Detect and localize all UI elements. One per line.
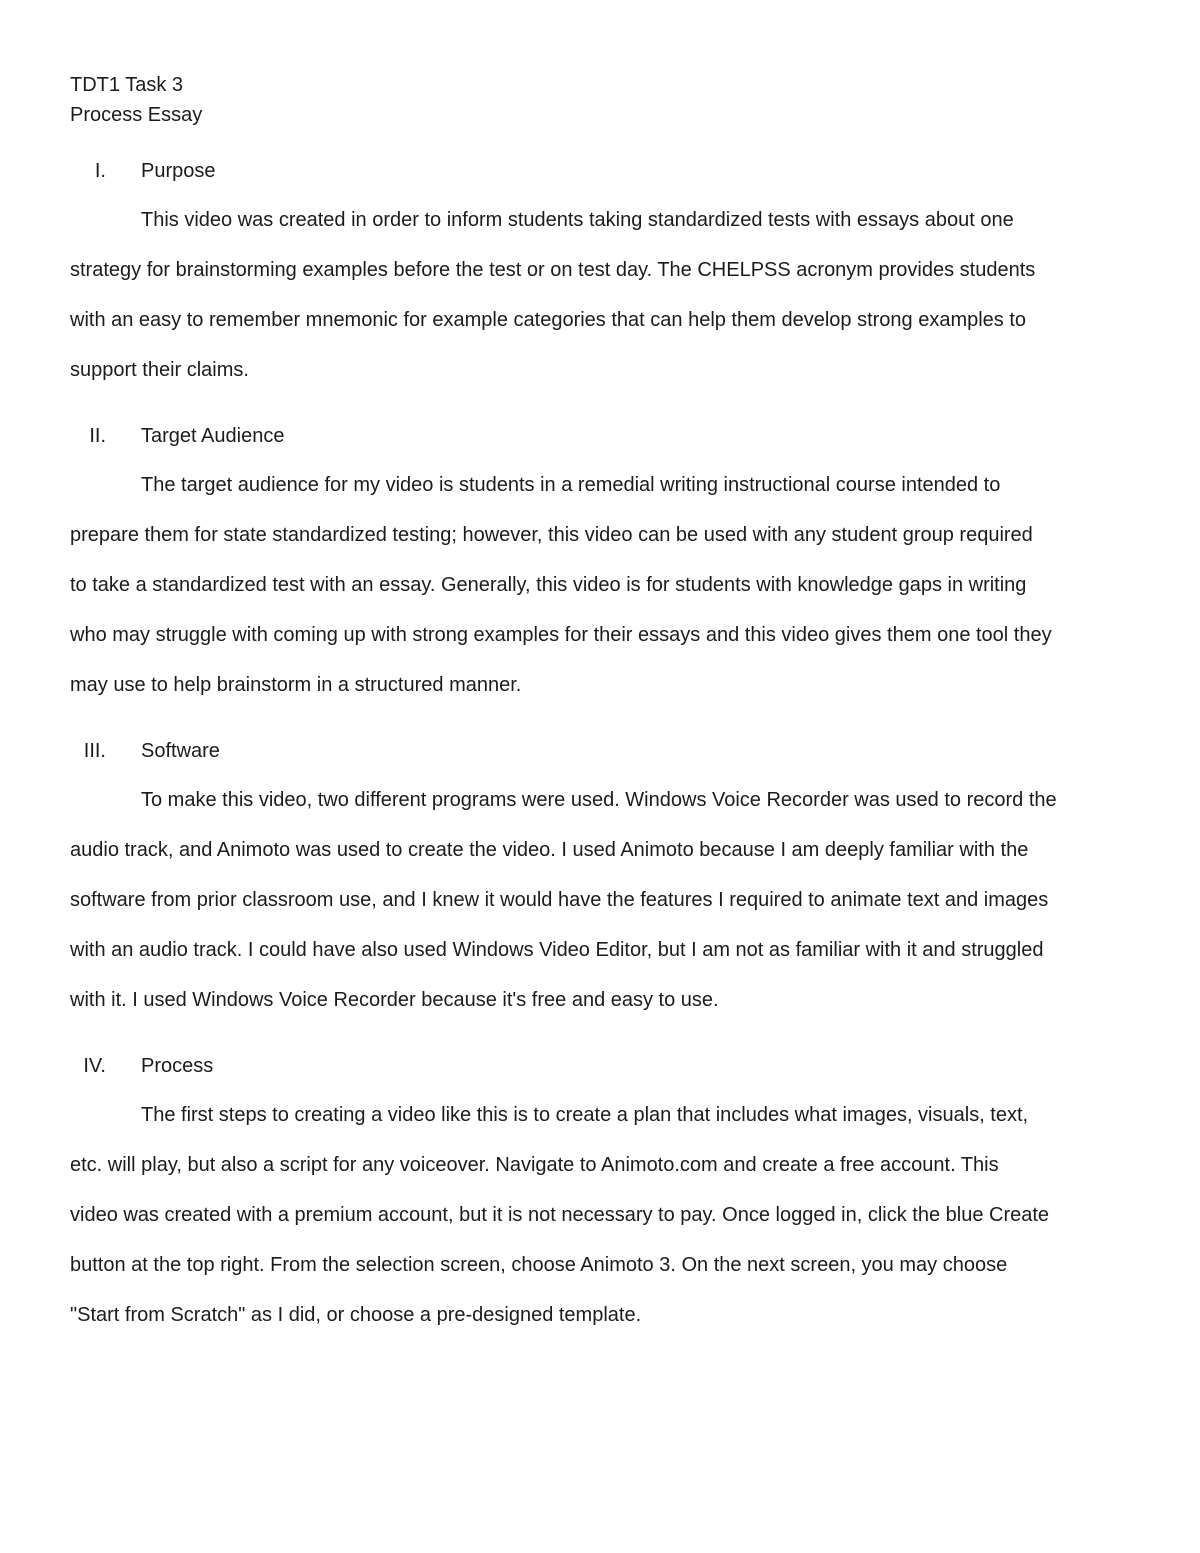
section-numeral: III. (83, 740, 106, 762)
paragraph-line: software from prior classroom use, and I knew it would have the features I required to animate text and images (70, 889, 1049, 911)
section-purpose (70, 155, 1130, 395)
section-title: Software (141, 740, 220, 762)
section-numeral: I. (94, 160, 106, 182)
paragraph-line: who may struggle with coming up with strong examples for their essays and this video gives them one tool they (70, 624, 1052, 646)
paragraph-line: strategy for brainstorming examples before the test or on test day. The CHELPSS acronym provides students (70, 259, 1036, 281)
section-paragraph (70, 195, 1130, 395)
section-numeral: II. (89, 425, 106, 447)
section-target-audience (70, 420, 1130, 710)
section-paragraph (70, 1090, 1130, 1340)
section-heading (70, 420, 1130, 452)
section-heading (70, 735, 1130, 767)
paragraph-line: This video was created in order to inform students taking standardized tests with essays about one (141, 209, 1014, 231)
paragraph-line: The first steps to creating a video like this is to create a plan that includes what images, visuals, text, (141, 1104, 1029, 1126)
document-subtitle: Process Essay (70, 104, 203, 126)
document-title: TDT1 Task 3 (70, 74, 183, 96)
section-title: Process (141, 1055, 214, 1077)
section-heading (70, 155, 1130, 187)
paragraph-line: etc. will play, but also a script for any voiceover. Navigate to Animoto.com and create a free account. This (70, 1154, 999, 1176)
paragraph-line: button at the top right. From the selection screen, choose Animoto 3. On the next screen, you may choose (70, 1254, 1008, 1276)
paragraph-line: with an audio track. I could have also used Windows Video Editor, but I am not as familiar with it and struggled (70, 939, 1044, 961)
paragraph-line: video was created with a premium account, but it is not necessary to pay. Once logged in, click the blue Create (70, 1204, 1050, 1226)
section-numeral: IV. (83, 1055, 106, 1077)
section-title: Purpose (141, 160, 216, 182)
paragraph-line: prepare them for state standardized testing; however, this video can be used with any student group required (70, 524, 1033, 546)
section-process (70, 1050, 1130, 1340)
paragraph-line: audio track, and Animoto was used to create the video. I used Animoto because I am deeply familiar with the (70, 839, 1029, 861)
paragraph-line: with an easy to remember mnemonic for example categories that can help them develop strong examples to (70, 309, 1027, 331)
paragraph-line: To make this video, two different programs were used. Windows Voice Recorder was used to record the (141, 789, 1057, 811)
section-title: Target Audience (141, 425, 285, 447)
section-paragraph (70, 775, 1130, 1025)
paragraph-line: The target audience for my video is students in a remedial writing instructional course intended to (141, 474, 1001, 496)
paragraph-line: with it. I used Windows Voice Recorder because it's free and easy to use. (70, 989, 719, 1011)
section-paragraph (70, 460, 1130, 710)
paragraph-line: support their claims. (70, 359, 249, 381)
paragraph-line: may use to help brainstorm in a structured manner. (70, 674, 522, 696)
section-heading (70, 1050, 1130, 1082)
section-software (70, 735, 1130, 1025)
paragraph-line: to take a standardized test with an essay. Generally, this video is for students with knowledge gaps in writing (70, 574, 1027, 596)
paragraph-line: "Start from Scratch" as I did, or choose a pre-designed template. (70, 1304, 642, 1326)
